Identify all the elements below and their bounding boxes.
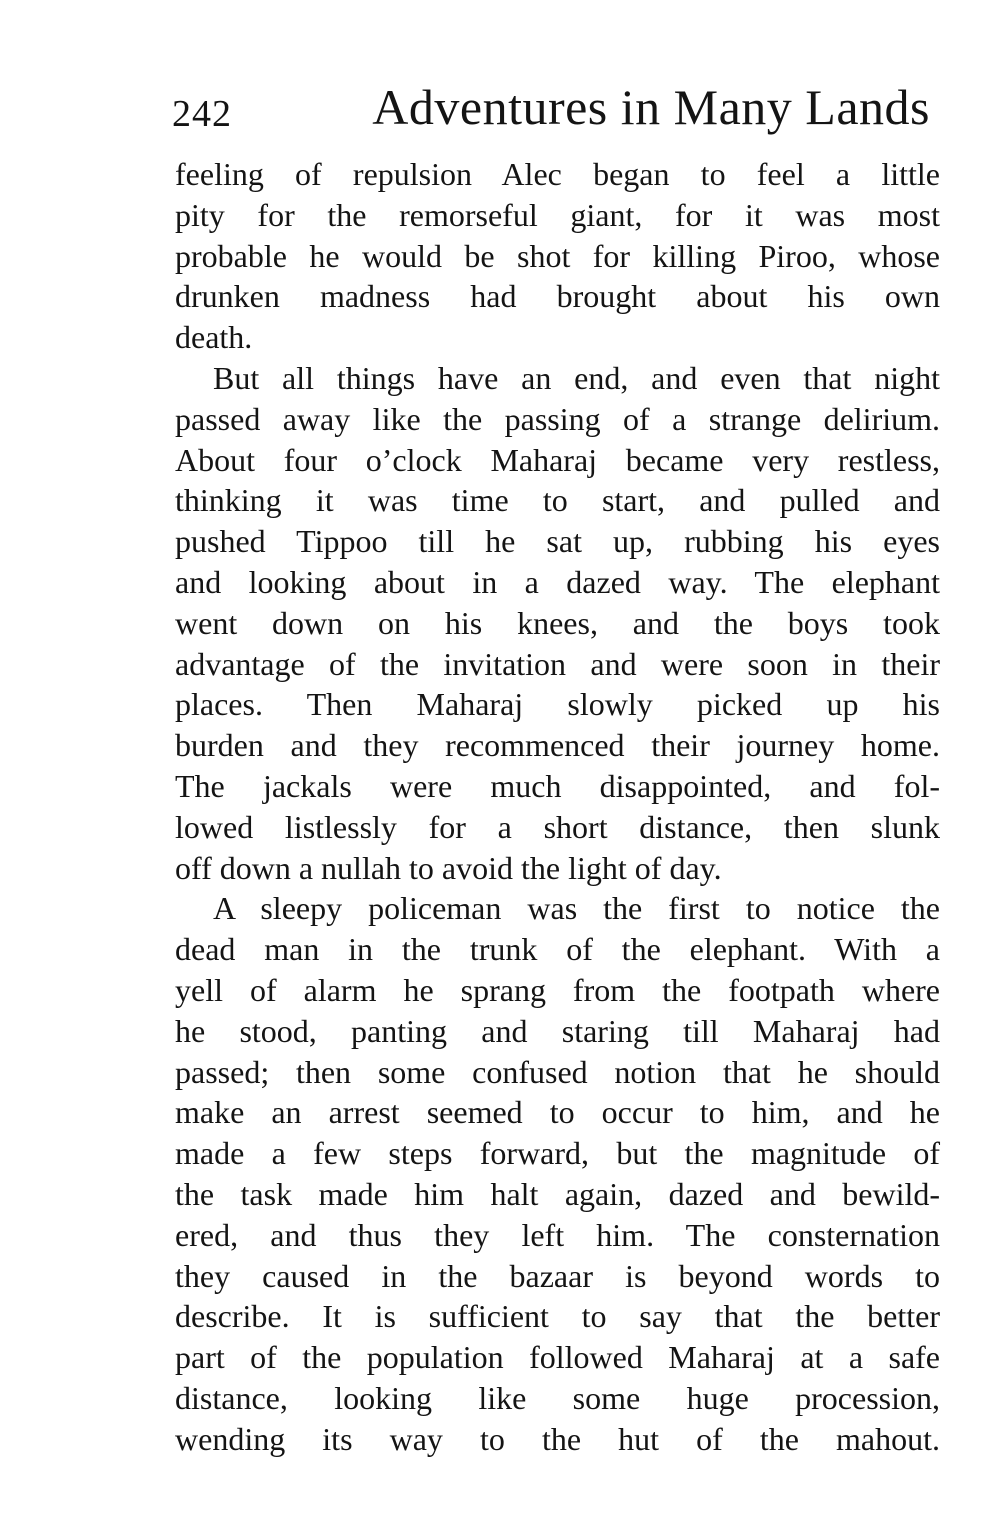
text-line: make an arrest seemed to occur to him, and he <box>175 1094 940 1131</box>
text-line: burden and they recommenced their journey home. <box>175 727 940 764</box>
text-line: he stood, panting and staring till Maharaj had <box>175 1012 940 1049</box>
text-line: probable he would be shot for killing Piroo, whose <box>175 237 940 274</box>
text-line: advantage of the invitation and were soon in their <box>175 645 940 682</box>
text-line: thinking it was time to start, and pulled and <box>175 482 940 519</box>
running-title: Adventures in Many Lands <box>372 79 930 135</box>
text-line: yell of alarm he sprang from the footpath where <box>175 971 940 1008</box>
text-line: made a few steps forward, but the magnitude of <box>175 1135 940 1172</box>
text-line: passed away like the passing of a strange delirium. <box>175 400 940 437</box>
text-line: they caused in the bazaar is beyond words to <box>175 1257 940 1294</box>
text-line: wending its way to the hut of the mahout. <box>175 1420 940 1457</box>
page-number: 242 <box>172 93 232 135</box>
text-line: ered, and thus they left him. The consternation <box>175 1216 940 1253</box>
text-line: part of the population followed Maharaj at a safe <box>175 1339 940 1376</box>
text-line: passed; then some confused notion that he should <box>175 1053 940 1090</box>
page-header <box>172 78 942 140</box>
text-line: pity for the remorseful giant, for it was most <box>175 196 940 233</box>
text-line: But all things have an end, and even that night <box>213 359 940 396</box>
text-line: A sleepy policeman was the first to notice the <box>213 890 940 927</box>
text-line: About four o’clock Maharaj became very restless, <box>175 441 940 478</box>
text-line: lowed listlessly for a short distance, then slunk <box>175 808 940 845</box>
text-line: and looking about in a dazed way. The elephant <box>175 563 940 600</box>
text-line: death. <box>175 319 253 356</box>
text-line: pushed Tippoo till he sat up, rubbing his eyes <box>175 523 940 560</box>
text-line: feeling of repulsion Alec began to feel a little <box>175 156 940 192</box>
text-line: went down on his knees, and the boys took <box>175 604 940 641</box>
body-text <box>175 154 940 1460</box>
text-line: places. Then Maharaj slowly picked up his <box>175 686 940 723</box>
text-line: distance, looking like some huge procession, <box>175 1379 940 1416</box>
text-line: dead man in the trunk of the elephant. With a <box>175 931 940 968</box>
text-line: drunken madness had brought about his own <box>175 278 940 315</box>
text-line: describe. It is sufficient to say that the better <box>175 1298 940 1335</box>
text-line: off down a nullah to avoid the light of day. <box>175 849 722 886</box>
text-line: the task made him halt again, dazed and bewild- <box>175 1175 940 1212</box>
text-line: The jackals were much disappointed, and fol- <box>175 767 940 804</box>
